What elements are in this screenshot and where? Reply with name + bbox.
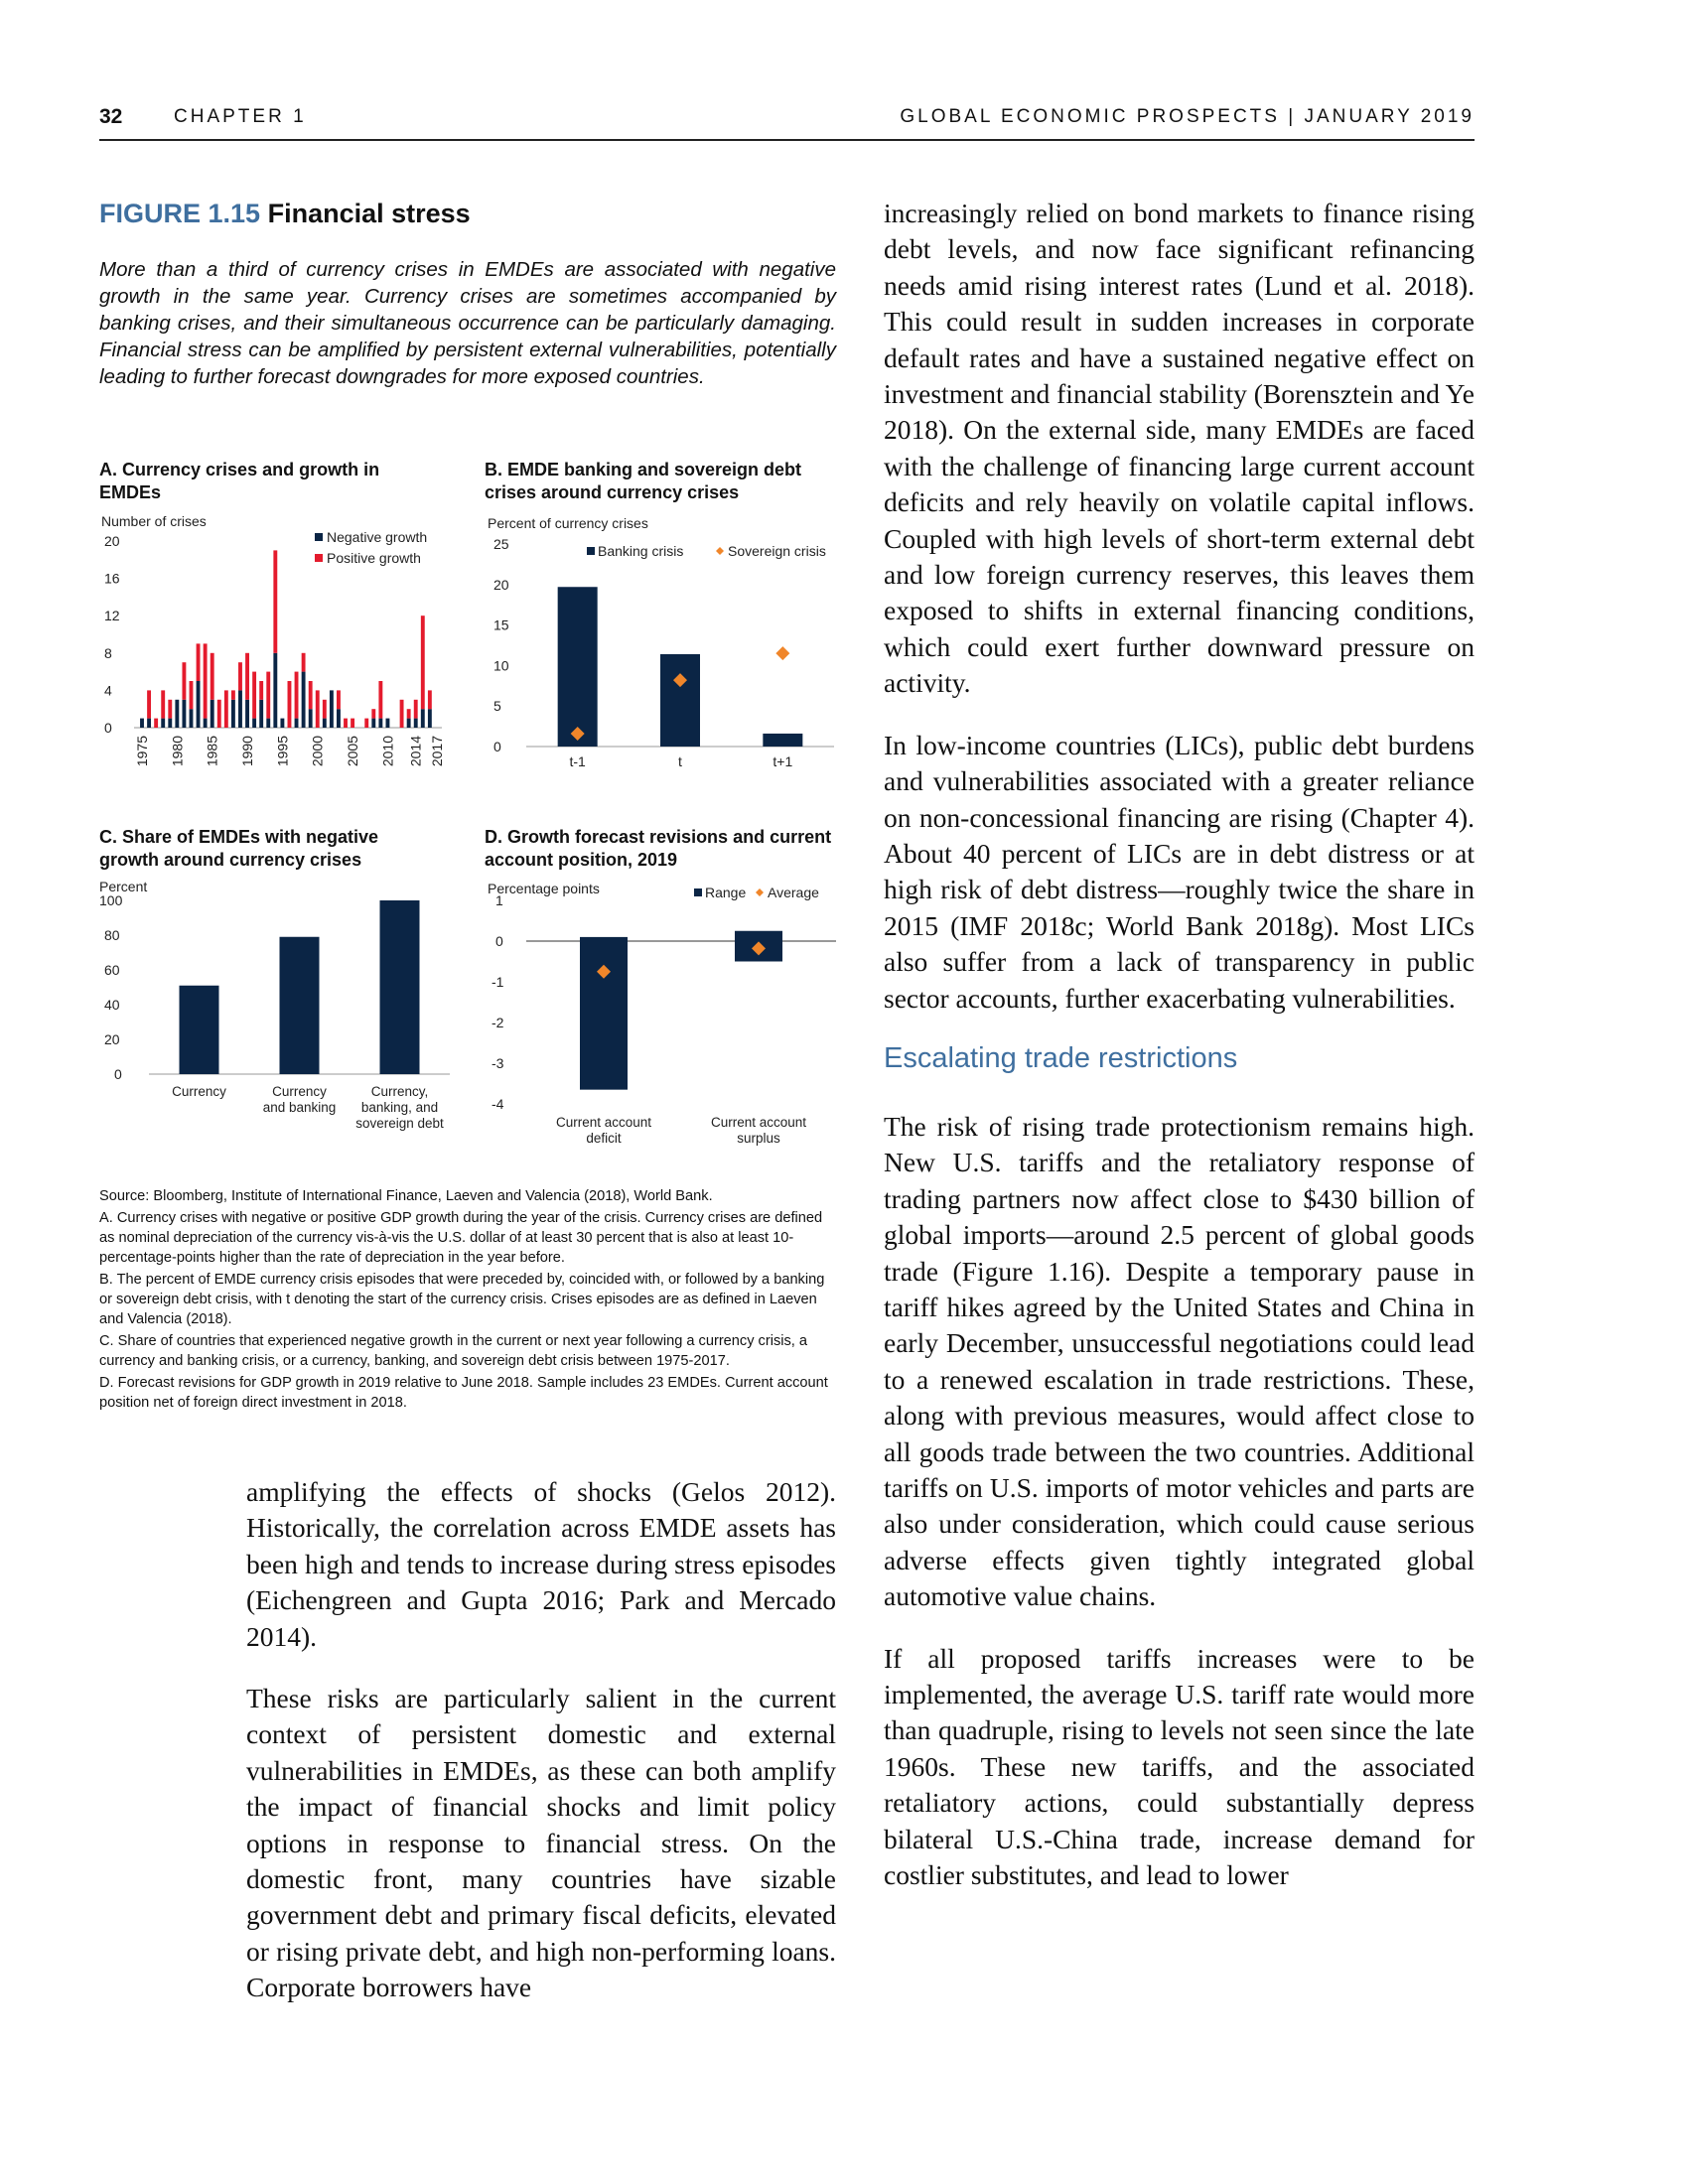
bar-positive-growth bbox=[344, 719, 348, 728]
bar-positive-growth bbox=[351, 719, 354, 728]
x-tick-label: 1990 bbox=[239, 736, 256, 767]
y-tick-label: -4 bbox=[492, 1096, 504, 1112]
bar-positive-growth bbox=[266, 672, 270, 719]
note-b: B. The percent of EMDE currency crisis episodes that were preceded by, coincided with, or followed by a banking or sovereign debt crisis, with t denoting the start of the currency crisis. Crises episodes are as defined in Laeven and Valencia (2018). bbox=[99, 1272, 825, 1327]
chart-b bbox=[482, 511, 839, 789]
bar-positive-growth bbox=[182, 662, 186, 700]
x-tick-label: 2010 bbox=[379, 736, 396, 767]
bar-positive-growth bbox=[302, 653, 306, 672]
bar-negative-growth bbox=[259, 700, 263, 728]
y-axis-label: Percentage points bbox=[488, 881, 600, 896]
x-tick-label: Current account bbox=[555, 1115, 652, 1130]
note-d: D. Forecast revisions for GDP growth in 2019 relative to June 2018. Sample includes 23 EMDEs. Current account position net of foreign direct investment in 2018. bbox=[99, 1375, 828, 1411]
bar-negative-growth bbox=[414, 719, 418, 728]
bar-positive-growth bbox=[414, 700, 418, 719]
y-tick-label: -1 bbox=[492, 974, 504, 990]
x-tick-label: t+1 bbox=[773, 753, 793, 769]
bar-banking-crisis bbox=[558, 587, 598, 747]
x-tick-label: 2014 bbox=[407, 736, 424, 767]
legend-label: Banking crisis bbox=[598, 543, 684, 559]
note-a: A. Currency crises with negative or positive GDP growth during the year of the crisis. Currency crises are defined as nominal depreciation of the currency vis-à-vis the U.S. dollar of at least 30 percent that is also at least 10-percentage-points higher than the rate of depreciation in the year before. bbox=[99, 1210, 823, 1266]
y-tick-label: 0 bbox=[114, 1066, 122, 1082]
y-tick-label: 12 bbox=[104, 608, 120, 624]
x-tick-label: 2017 bbox=[428, 736, 445, 767]
x-tick-label: 1980 bbox=[169, 736, 186, 767]
legend-label: Sovereign crisis bbox=[728, 543, 826, 559]
bar-negative-growth bbox=[204, 719, 208, 728]
bar-positive-growth bbox=[224, 690, 228, 728]
bar-negative-growth bbox=[175, 700, 179, 728]
bar-negative-growth bbox=[428, 709, 432, 728]
bar-positive-growth bbox=[211, 653, 214, 700]
y-tick-label: 0 bbox=[495, 933, 503, 949]
chart-a bbox=[94, 511, 452, 799]
body-paragraph: In low-income countries (LICs), public debt burdens and vulnerabilities associated with a greater reliance on non-concessional financing are rising (Chapter 4). About 40 percent of LICs are in debt distress or at high risk of debt distress—roughly twice the share in 2015 (IMF 2018c; World Bank 2018g). Most LICs also suffer from a lack of transparency in public sector accounts, further exacerbating vulnerabilities. bbox=[884, 729, 1475, 1014]
x-tick-label: t-1 bbox=[569, 753, 586, 769]
x-tick-label: Currency, bbox=[370, 1084, 429, 1099]
legend-swatch-range bbox=[694, 888, 702, 896]
y-tick-label: 16 bbox=[104, 570, 120, 587]
bar-negative-growth bbox=[421, 709, 425, 728]
bar-positive-growth bbox=[252, 672, 256, 719]
bar-negative-growth bbox=[295, 719, 299, 728]
y-tick-label: -2 bbox=[492, 1015, 504, 1030]
figure-title-text: Financial stress bbox=[267, 199, 471, 228]
bar-negative-growth-share bbox=[280, 937, 320, 1074]
bar-positive-growth bbox=[323, 700, 327, 719]
bar-negative-growth bbox=[147, 719, 151, 728]
figure-caption: More than a third of currency crises in EMDEs are associated with negative growth in the same year. Currency crises are sometimes accompanied by banking crises, and their simultaneous occurrence can be particularly damaging. Financial stress can be amplified by persistent external vulnerabilities, potentially leading to further forecast downgrades for more exposed countries. bbox=[99, 258, 836, 388]
bar-negative-growth bbox=[280, 719, 284, 728]
body-paragraph: These risks are particularly salient in the current context of persistent domestic and external vulnerabilities in EMDEs, as these can both amplify the impact of financial shocks and limit policy options in response to financial stress. On the domestic front, many countries have sizable government debt and primary fiscal deficits, elevated or rising private debt, and high non-performing loans. Corporate borrowers have bbox=[246, 1683, 836, 2003]
note-c: C. Share of countries that experienced negative growth in the current or next year following a currency crisis, a currency and banking crisis, or a currency, banking, and sovereign debt crisis between 1975-2017. bbox=[99, 1333, 808, 1369]
chart-d bbox=[482, 879, 839, 1161]
x-tick-label: and banking bbox=[262, 1100, 337, 1115]
bar-negative-growth bbox=[211, 700, 214, 728]
bar-banking-crisis bbox=[763, 734, 802, 747]
bar-negative-growth bbox=[197, 681, 201, 728]
y-tick-label: -3 bbox=[492, 1055, 504, 1071]
y-tick-label: 4 bbox=[104, 682, 112, 699]
bar-positive-growth bbox=[364, 719, 368, 728]
bar-positive-growth bbox=[197, 643, 201, 681]
y-tick-label: 8 bbox=[104, 644, 112, 661]
bar-positive-growth bbox=[371, 709, 375, 718]
y-tick-label: 60 bbox=[104, 962, 120, 978]
bar-negative-growth bbox=[190, 709, 194, 728]
x-tick-label: 2000 bbox=[309, 736, 326, 767]
bar-negative-growth bbox=[238, 690, 242, 728]
bar-positive-growth bbox=[378, 681, 382, 719]
legend-swatch-positive bbox=[315, 554, 323, 562]
bar-positive-growth bbox=[238, 662, 242, 690]
legend-swatch-negative bbox=[315, 533, 323, 541]
bar-banking-crisis bbox=[660, 654, 700, 747]
legend-label: Negative growth bbox=[327, 529, 428, 545]
bar-negative-growth bbox=[378, 719, 382, 728]
bar-positive-growth bbox=[147, 690, 151, 718]
x-tick-label: 1975 bbox=[134, 736, 150, 767]
right-column-body bbox=[884, 196, 1475, 1919]
bar-negative-growth bbox=[266, 719, 270, 728]
bar-negative-growth bbox=[245, 700, 249, 728]
bar-positive-growth bbox=[421, 615, 425, 709]
body-paragraph: If all proposed tariffs increases were to be implemented, the average U.S. tariff rate would more than quadruple, rising to levels not seen since the late 1960s. These new tariffs, and the associated retaliatory actions, could substantially depress bilateral U.S.-China trade, increase demand for costlier substitutes, and lead to lower bbox=[884, 1642, 1475, 1891]
bar-negative-growth bbox=[407, 719, 411, 728]
y-tick-label: 0 bbox=[493, 739, 501, 754]
y-tick-label: 80 bbox=[104, 927, 120, 943]
x-tick-label: Current account bbox=[710, 1115, 807, 1130]
chart-c bbox=[94, 879, 452, 1161]
bar-positive-growth bbox=[217, 700, 221, 728]
page-number: 32 bbox=[99, 105, 123, 128]
bar-positive-growth bbox=[204, 643, 208, 718]
bar-negative-growth bbox=[161, 719, 165, 728]
y-tick-label: 25 bbox=[493, 536, 509, 552]
header-divider bbox=[99, 139, 1475, 141]
panel-b-title: B. EMDE banking and sovereign debt crises around currency crises bbox=[485, 460, 802, 502]
x-tick-label: 1985 bbox=[204, 736, 220, 767]
y-tick-label: 20 bbox=[104, 533, 120, 549]
bar-negative-growth bbox=[309, 709, 313, 728]
publication-title: GLOBAL ECONOMIC PROSPECTS | JANUARY 2019 bbox=[900, 106, 1475, 127]
bar-negative-growth bbox=[273, 653, 277, 728]
bar-negative-growth bbox=[168, 719, 172, 728]
bar-positive-growth bbox=[316, 690, 320, 728]
y-tick-label: 0 bbox=[104, 720, 112, 736]
bar-positive-growth bbox=[309, 681, 313, 709]
x-tick-label: 1995 bbox=[274, 736, 291, 767]
marker-sovereign-crisis bbox=[775, 646, 789, 660]
bar-negative-growth bbox=[330, 690, 334, 728]
bar-negative-growth bbox=[252, 719, 256, 728]
bar-positive-growth bbox=[231, 690, 235, 699]
bar-negative-growth bbox=[182, 700, 186, 728]
x-tick-label: surplus bbox=[737, 1131, 780, 1146]
y-axis-label: Number of crises bbox=[101, 513, 207, 529]
bar-positive-growth bbox=[190, 681, 194, 709]
y-tick-label: 20 bbox=[104, 1031, 120, 1047]
bar-range bbox=[580, 937, 628, 1090]
bar-negative-growth-share bbox=[180, 986, 219, 1074]
chapter-label: CHAPTER 1 bbox=[174, 106, 307, 127]
y-axis-label: Percent bbox=[99, 879, 148, 894]
left-column-body bbox=[246, 1474, 836, 2032]
bar-negative-growth bbox=[323, 719, 327, 728]
bar-positive-growth bbox=[428, 690, 432, 709]
figure-number: FIGURE 1.15 bbox=[99, 199, 261, 228]
body-paragraph: amplifying the effects of shocks (Gelos 2012). Historically, the correlation across EMDE assets has been high and tends to increase during stress episodes (Eichengreen and Gupta 2016; Park and Mercado 2014). bbox=[246, 1476, 836, 1652]
x-tick-label: t bbox=[678, 753, 682, 769]
panel-a-title: A. Currency crises and growth in EMDEs bbox=[99, 460, 380, 502]
legend-label: Range bbox=[705, 885, 747, 900]
y-tick-label: 1 bbox=[495, 892, 503, 908]
bar-positive-growth bbox=[154, 719, 158, 728]
y-tick-label: 5 bbox=[493, 698, 501, 715]
panel-d-title: D. Growth forecast revisions and current account position, 2019 bbox=[485, 827, 832, 870]
bar-positive-growth bbox=[288, 681, 292, 728]
y-tick-label: 15 bbox=[493, 616, 509, 633]
body-paragraph: increasingly relied on bond markets to finance rising debt levels, and now face significant refinancing needs amid rising interest rates (Lund et al. 2018). This could result in sudden increases in corporate default rates and have a sustained negative effect on investment and financial stability (Borensztein and Ye 2018). On the external side, many EMDEs are faced with the challenge of financing large current account deficits and rely heavily on volatile capital inflows. Coupled with high levels of short-term external debt and low foreign currency reserves, this leaves them exposed to shifts in external financing conditions, which could exert further downward pressure on activity. bbox=[884, 198, 1475, 699]
bar-positive-growth bbox=[337, 690, 341, 709]
bar-positive-growth bbox=[400, 700, 404, 728]
bar-negative-growth bbox=[385, 719, 389, 728]
figure-title bbox=[99, 199, 471, 229]
bar-positive-growth bbox=[168, 700, 172, 719]
x-tick-label: 2005 bbox=[345, 736, 361, 767]
bar-positive-growth bbox=[161, 690, 165, 718]
figure-notes bbox=[99, 1186, 839, 1415]
y-tick-label: 40 bbox=[104, 997, 120, 1013]
body-paragraph: The risk of rising trade protectionism remains high. New U.S. tariffs and the retaliatory response of trading partners now affect close to $430 billion of global imports—around 2.5 percent of global goods trade (Figure 1.16). Despite a temporary pause in tariff hikes agreed by the United States and China in early December, unsuccessful negotiations could lead to a renewed escalation in trade restrictions. These, along with previous measures, would affect close to all goods trade between the two countries. Additional tariffs on U.S. imports of motor vehicles and parts are also under consideration, which could cause serious adverse effects given tightly integrated global automotive value chains. bbox=[884, 1110, 1475, 1612]
bar-positive-growth bbox=[407, 709, 411, 718]
bar-positive-growth bbox=[273, 550, 277, 652]
bar-negative-growth bbox=[371, 719, 375, 728]
legend-label: Average bbox=[768, 885, 819, 900]
legend-swatch-banking bbox=[587, 547, 595, 555]
y-tick-label: 100 bbox=[99, 892, 123, 908]
bar-positive-growth bbox=[259, 681, 263, 700]
x-tick-label: banking, and bbox=[360, 1100, 439, 1115]
legend-label: Positive growth bbox=[327, 550, 421, 566]
legend-swatch-average bbox=[756, 888, 764, 896]
x-tick-label: Currency bbox=[272, 1084, 327, 1099]
x-tick-label: deficit bbox=[586, 1131, 622, 1146]
y-axis-label: Percent of currency crises bbox=[488, 515, 648, 531]
section-heading: Escalating trade restrictions bbox=[884, 1041, 1238, 1074]
source-note: Source: Bloomberg, Institute of International Finance, Laeven and Valencia (2018), World Bank. bbox=[99, 1188, 713, 1204]
legend-swatch-sovereign bbox=[716, 547, 724, 555]
y-tick-label: 10 bbox=[493, 657, 509, 674]
bar-negative-growth-share bbox=[380, 900, 420, 1074]
panel-c-title: C. Share of EMDEs with negative growth around currency crises bbox=[99, 827, 379, 870]
bar-negative-growth bbox=[140, 719, 144, 728]
y-tick-label: 20 bbox=[493, 576, 509, 593]
x-tick-label: sovereign debt bbox=[355, 1116, 444, 1131]
bar-negative-growth bbox=[302, 672, 306, 728]
bar-positive-growth bbox=[245, 653, 249, 700]
bar-negative-growth bbox=[337, 709, 341, 728]
x-tick-label: Currency bbox=[172, 1084, 226, 1099]
bar-positive-growth bbox=[295, 672, 299, 719]
bar-negative-growth bbox=[231, 700, 235, 728]
